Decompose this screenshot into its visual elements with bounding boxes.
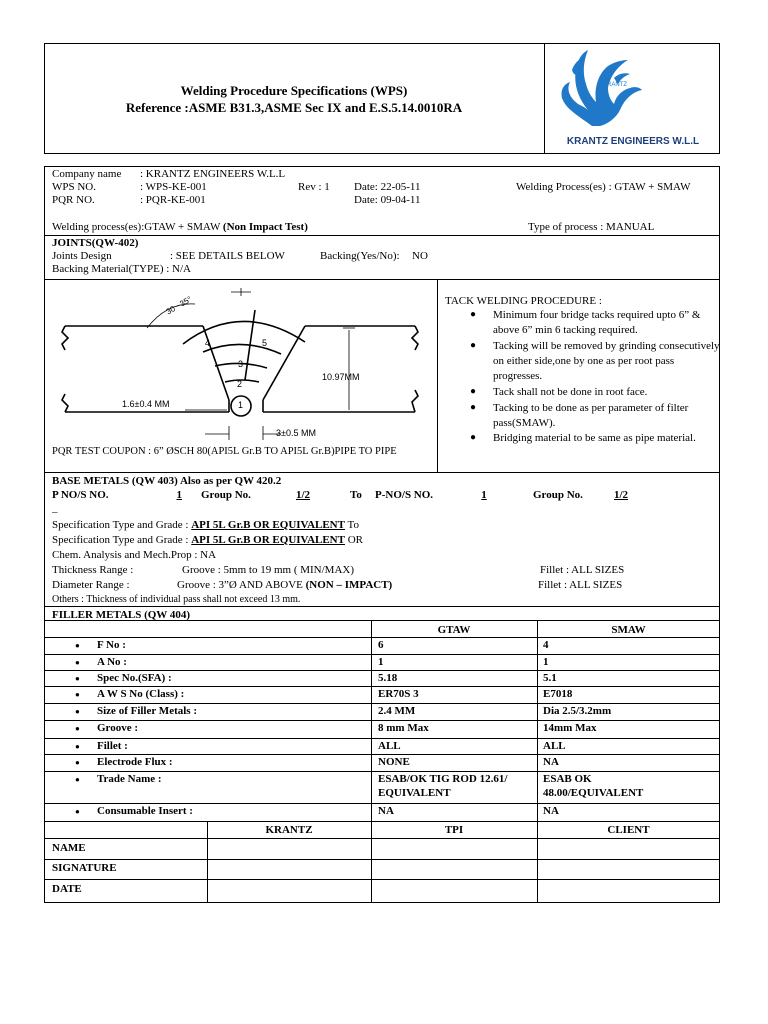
signoff-row-name: NAME [52,842,86,854]
filler-row-label: A No : [97,656,127,668]
filler-row-smaw: ESAB OK [543,773,592,785]
spec-label-2: Specification Type and Grade : [52,534,192,546]
filler-row-rule [44,738,720,739]
filler-row-rule [44,754,720,755]
filler-row-label: Electrode Flux : [97,756,173,768]
pqr-no-label: PQR NO. [52,194,95,206]
document-reference: Reference :ASME B31.3,ASME Sec IX and E.S.5.14.0010RA [125,100,463,115]
filler-row-rule [44,670,720,671]
type-of-process: Type of process : MANUAL [528,221,655,233]
spec-grade-2 [52,534,363,546]
diagram-divider [437,279,438,472]
pass-4-label: 4 [205,338,211,348]
filler-row-bullet: ● [75,758,80,767]
filler-row-gtaw: 1 [378,656,384,668]
pqr-test-coupon: PQR TEST COUPON : 6” ØSCH 80(API5L Gr.B TO API5L Gr.B)PIPE TO PIPE [52,446,397,457]
wps-no-value: : WPS-KE-001 [140,181,207,193]
filler-row-gtaw-line2: EQUIVALENT [378,787,451,799]
filler-col-line-1 [371,620,372,822]
tack-item-3: Tack shall not be done in root face. [493,386,648,398]
chem-analysis: Chem. Analysis and Mech.Prop : NA [52,549,217,561]
signoff-col-client: CLIENT [607,824,650,836]
diameter-non-impact: (NON – IMPACT) [305,579,393,591]
filler-row-rule [44,720,720,721]
wps-date: Date: 22-05-11 [354,181,421,193]
wps-no-label: WPS NO. [52,181,97,193]
non-impact-note: (Non Impact Test) [222,221,308,233]
filler-row-smaw: NA [543,756,559,768]
filler-row-label: Fillet : [97,740,128,752]
backing-value: NO [412,250,428,262]
filler-heading-rule [44,620,720,621]
filler-row-rule [44,686,720,687]
tack-bullet-4: ● [470,402,477,413]
backing-material: Backing Material(TYPE) : N/A [52,263,191,275]
document-title: Welding Procedure Specifications (WPS) [180,83,408,98]
spec-suffix-2: OR [344,534,363,546]
filler-row-gtaw: NONE [378,756,410,768]
filler-col-gtaw: GTAW [437,624,471,636]
signoff-row-date: DATE [52,883,82,895]
filler-row-rule [44,703,720,704]
divider-filler [44,606,720,607]
diameter-range-label: Diameter Range : [52,579,130,591]
signoff-rule-1 [44,838,720,839]
company-name-value: : KRANTZ ENGINEERS W.L.L [140,168,286,180]
filler-row-smaw: NA [543,805,559,817]
welding-process-text: Welding process(es):GTAW + SMAW [52,221,223,233]
spec-value-1: API 5L Gr.B OR EQUIVALENT [191,519,345,531]
filler-row-smaw-line2: 48.00/EQUIVALENT [543,787,644,799]
diameter-groove: Groove : 3”Ø AND ABOVE [177,579,306,591]
filler-row-bullet: ● [75,775,80,784]
group2-value: 1/2 [614,489,629,501]
pass-1-label: 1 [238,400,244,410]
pqr-date: Date: 09-04-11 [354,194,421,206]
filler-row-smaw: ALL [543,740,566,752]
filler-row-smaw: 5.1 [543,672,557,684]
filler-row-bullet: ● [75,707,80,716]
to-label: To [350,489,362,501]
filler-row-label: Trade Name : [97,773,162,785]
root-face-dimension: 1.6±0.4 MM [122,399,170,409]
pass-2-label: 2 [237,379,243,389]
spec-value-2: API 5L Gr.B OR EQUIVALENT [191,534,345,546]
tack-bullet-1: ● [470,309,477,320]
tack-heading: TACK WELDING PROCEDURE : [445,295,602,307]
krantz-logo [552,48,642,128]
filler-row-gtaw: 6 [378,639,384,651]
divider-diagram [44,279,720,280]
pno-value: 1 [176,489,182,501]
group2-label: Group No. [533,489,583,501]
filler-row-smaw: Dia 2.5/3.2mm [543,705,612,717]
logo-text: KRANTZ [603,82,627,88]
company-caption: KRANTZ ENGINEERS W.L.L [566,136,700,147]
filler-col-smaw: SMAW [611,624,646,636]
company-name-label: Company name [52,168,122,180]
filler-row-label: Consumable Insert : [97,805,193,817]
signoff-rule-2 [44,859,720,860]
pno2-label: P-NO/S NO. [375,489,434,501]
filler-row-label: Spec No.(SFA) : [97,672,172,684]
tack-item-4: Tacking to be done as per parameter of filter pass(SMAW). [493,402,689,429]
tack-bullet-3: ● [470,386,477,397]
base-metals-heading: BASE METALS (QW 403) Also as per QW 420.2 [52,475,282,487]
tack-item-2: Tacking will be removed by grinding consecutively on either side,one by one as per root pass progresses. [493,340,720,382]
stray-mark: _ [52,502,58,514]
filler-row-bullet: ● [75,724,80,733]
signoff-top-rule [44,821,720,822]
filler-heading: FILLER METALS (QW 404) [52,609,191,621]
filler-row-smaw: E7018 [543,688,573,700]
filler-row-label: A W S No (Class) : [97,688,185,700]
filler-row-bullet: ● [75,690,80,699]
filler-row-rule [44,803,720,804]
divider-joints [44,235,720,236]
filler-row-bullet: ● [75,742,80,751]
filler-row-rule [44,637,720,638]
welding-process-right: Welding Process(es) : GTAW + SMAW [516,181,691,193]
fillet-sizes-2: Fillet : ALL SIZES [538,579,623,591]
filler-row-bullet: ● [75,658,80,667]
filler-row-label: Size of Filler Metals : [97,705,197,717]
joints-heading: JOINTS(QW-402) [52,237,139,249]
filler-row-gtaw: ALL [378,740,401,752]
spec-label-1: Specification Type and Grade : [52,519,192,531]
group-label: Group No. [201,489,251,501]
filler-row-bullet: ● [75,807,80,816]
filler-row-rule [44,771,720,772]
spec-grade-1 [52,519,359,531]
signoff-col-tpi: TPI [444,824,464,836]
others-note: Others : Thickness of individual pass shall not exceed 13 mm. [52,594,301,605]
tack-bullet-5: ● [470,432,477,443]
filler-row-gtaw: 5.18 [378,672,398,684]
pass-3-label: 3 [238,359,244,369]
antler-logo-icon [561,50,642,126]
pass-5-label: 5 [262,338,268,348]
thickness-range-label: Thickness Range : [52,564,134,576]
filler-row-smaw: 14mm Max [543,722,597,734]
root-gap-dimension: 3±0.5 MM [276,428,316,438]
filler-row-bullet: ● [75,641,80,650]
filler-row-bullet: ● [75,674,80,683]
thickness-range-value: Groove : 5mm to 19 mm ( MIN/MAX) [182,564,355,576]
filler-row-gtaw: 8 mm Max [378,722,429,734]
header-divider [544,43,545,154]
welding-process-left [52,221,308,233]
joints-design-value: : SEE DETAILS BELOW [170,250,285,262]
signoff-col-krantz: KRANTZ [265,824,313,836]
filler-col-line-2 [537,620,538,822]
filler-row-gtaw: ESAB/OK TIG ROD 12.61/ [378,773,508,785]
filler-row-smaw: 1 [543,656,549,668]
diameter-range-value [177,579,392,591]
pno-label: P NO/S NO. [52,489,109,501]
spec-suffix-1: To [344,519,359,531]
pqr-no-value: : PQR-KE-001 [140,194,206,206]
backing-label: Backing(Yes/No): [320,250,400,262]
filler-row-gtaw: NA [378,805,394,817]
revision: Rev : 1 [298,181,330,193]
filler-row-smaw: 4 [543,639,549,651]
signoff-rule-3 [44,879,720,880]
group-value: 1/2 [295,489,311,501]
thickness-dimension: 10.97MM [322,372,360,382]
tack-bullet-2: ● [470,340,477,351]
filler-row-label: F No : [97,639,126,651]
filler-row-rule [44,654,720,655]
divider-base-metals [44,472,720,473]
tack-item-5: Bridging material to be same as pipe material. [493,432,696,444]
pno2-value: 1 [481,489,487,501]
signoff-row-signature: SIGNATURE [52,862,117,874]
fillet-sizes-1: Fillet : ALL SIZES [540,564,625,576]
tack-item-1: Minimum four bridge tacks required upto 6” & above 6” min 6 tacking required. [493,309,701,336]
joints-design-label: Joints Design [52,250,112,262]
filler-row-label: Groove : [97,722,139,734]
filler-row-gtaw: ER70S 3 [378,688,419,700]
filler-row-gtaw: 2.4 MM [378,705,416,717]
angle-label: 30 ~35° [164,294,194,317]
